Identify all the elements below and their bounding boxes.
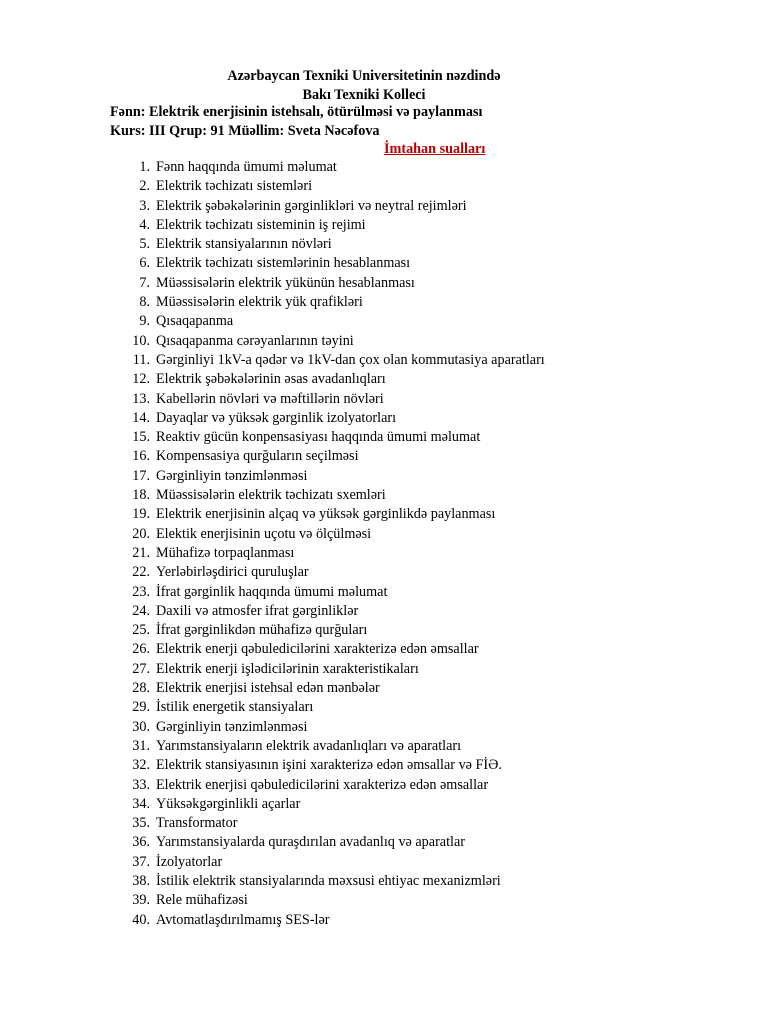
question-text: Transformator: [156, 815, 238, 832]
question-text: Daxili və atmosfer ifrat gərginliklər: [156, 602, 359, 619]
question-text: İzolyatorlar: [156, 853, 223, 870]
question-number: 1.: [139, 159, 150, 175]
question-item: [0, 795, 768, 814]
question-text: İstilik elektrik stansiyalarında məxsusi ehtiyac mexanizmləri: [156, 872, 501, 889]
question-item: [0, 428, 768, 447]
question-number: 18.: [132, 487, 150, 504]
question-text: Elektrik enerji qəbuledicilərini xarakterizə edən əmsallar: [156, 641, 479, 658]
question-text: Yarımstansiyaların elektrik avadanlıqları və aparatları: [156, 737, 462, 754]
question-number: 35.: [132, 815, 150, 832]
question-item: [0, 583, 768, 602]
question-text: Kabellərin növləri və məftillərin növləri: [156, 390, 384, 407]
question-text: Dayaqlar və yüksək gərginlik izolyatorları: [156, 409, 397, 426]
question-number: 34.: [132, 795, 150, 812]
question-number: 6.: [139, 255, 150, 272]
question-item: [0, 351, 768, 370]
question-number: 10.: [132, 332, 150, 349]
question-text: Elektrik enerjisi istehsal edən mənbələr: [156, 680, 380, 697]
question-item: [0, 737, 768, 756]
question-text: Gərginliyi 1kV-a qədər və 1kV-dan çox olan kommutasiya aparatları: [156, 351, 545, 368]
question-text: Qısaqapanma cərəyanlarının təyini: [156, 332, 354, 349]
question-text: Müəssisələrin elektrik yükünün hesablanması: [156, 274, 415, 291]
question-text: Elektrik şəbəkələrinin gərginlikləri və neytral rejimləri: [156, 197, 467, 214]
section-title: İmtahan sualları: [384, 141, 486, 157]
question-item: [0, 390, 768, 409]
question-item: [0, 814, 768, 833]
question-item: [0, 216, 768, 235]
question-item: [0, 447, 768, 466]
question-number: 8.: [139, 294, 150, 311]
question-list: [0, 158, 768, 930]
question-item: [0, 486, 768, 505]
question-number: 38.: [132, 872, 150, 889]
question-number: 25.: [132, 622, 150, 639]
question-text: Elektrik stansiyalarının növləri: [156, 236, 332, 253]
question-item: [0, 891, 768, 910]
question-text: Reaktiv gücün konpensasiyası haqqında ümumi məlumat: [156, 429, 481, 446]
question-item: [0, 235, 768, 254]
question-number: 4.: [139, 216, 150, 233]
question-text: Rele mühafizəsi: [156, 892, 248, 909]
question-text: Elektrik stansiyasının işini xarakterizə edən əmsallar və FİƏ.: [156, 757, 502, 774]
question-text: Elektrik enerjisi qəbuledicilərini xarakterizə edən əmsallar: [156, 776, 489, 793]
question-number: 28.: [132, 680, 150, 697]
question-text: İfrat gərginlik haqqında ümumi məlumat: [156, 583, 388, 600]
question-number: 22.: [132, 564, 150, 581]
question-text: Kompensasiya qurğuların seçilməsi: [156, 448, 359, 465]
question-text: Avtomatlaşdırılmamış SES-lər: [156, 911, 330, 928]
question-text: Yerləbirləşdirici quruluşlar: [156, 564, 309, 581]
question-number: 19.: [132, 506, 150, 523]
question-number: 40.: [132, 911, 150, 928]
question-text: Elektrik enerji işlədicilərinin xarakteristikaları: [156, 660, 419, 677]
question-number: 7.: [139, 274, 150, 291]
question-item: [0, 158, 768, 177]
question-number: 3.: [139, 197, 150, 214]
question-item: [0, 332, 768, 351]
question-number: 23.: [132, 583, 150, 600]
question-number: 16.: [132, 448, 150, 465]
question-item: [0, 370, 768, 389]
institution-line: Azərbaycan Texniki Universitetinin nəzdində: [227, 68, 501, 84]
question-number: 37.: [132, 853, 150, 870]
question-item: [0, 177, 768, 196]
question-item: [0, 505, 768, 524]
question-item: [0, 660, 768, 679]
question-item: [0, 621, 768, 640]
question-text: Elektrik şəbəkələrinin əsas avadanlıqları: [156, 371, 386, 388]
question-item: [0, 409, 768, 428]
question-number: 12.: [132, 371, 150, 388]
question-item: [0, 312, 768, 331]
question-item: [0, 197, 768, 216]
question-number: 31.: [132, 737, 150, 754]
question-item: [0, 756, 768, 775]
question-number: 9.: [139, 313, 150, 330]
question-number: 33.: [132, 776, 150, 793]
question-item: [0, 274, 768, 293]
question-number: 26.: [132, 641, 150, 658]
question-item: [0, 525, 768, 544]
question-number: 17.: [132, 467, 150, 484]
question-text: İfrat gərginlikdən mühafizə qurğuları: [156, 622, 368, 639]
question-text: Müəssisələrin elektrik yük qrafikləri: [156, 294, 363, 311]
question-item: [0, 698, 768, 717]
question-number: 14.: [132, 409, 150, 426]
question-text: Elektrik təchizatı sistemləri: [156, 178, 313, 195]
college-name: Bakı Texniki Kolleci: [302, 87, 426, 103]
subject-line: Fənn: Elektrik enerjisinin istehsalı, ötürülməsi və paylanması: [110, 104, 483, 120]
question-item: [0, 679, 768, 698]
question-number: 30.: [132, 718, 150, 735]
question-text: Fənn haqqında ümumi məlumat: [156, 159, 337, 175]
question-number: 36.: [132, 834, 150, 851]
question-item: [0, 911, 768, 930]
question-text: Gərginliyin tənzimlənməsi: [156, 718, 308, 735]
question-number: 2.: [139, 178, 150, 195]
question-text: Elektik enerjisinin uçotu və ölçülməsi: [156, 525, 372, 542]
question-text: Yüksəkgərginlikli açarlar: [156, 795, 301, 812]
question-number: 15.: [132, 429, 150, 446]
question-item: [0, 602, 768, 621]
question-number: 32.: [132, 757, 150, 774]
question-item: [0, 544, 768, 563]
question-item: [0, 872, 768, 891]
question-number: 21.: [132, 544, 150, 561]
question-text: Mühafizə torpaqlanması: [156, 544, 295, 561]
question-text: Müəssisələrin elektrik təchizatı sxemləri: [156, 487, 386, 504]
question-number: 5.: [139, 236, 150, 253]
question-number: 39.: [132, 892, 150, 909]
question-number: 27.: [132, 660, 150, 677]
question-number: 24.: [132, 602, 150, 619]
question-number: 13.: [132, 390, 150, 407]
question-item: [0, 853, 768, 872]
question-number: 29.: [132, 699, 150, 716]
question-text: Yarımstansiyalarda quraşdırılan avadanlıq və aparatlar: [156, 834, 465, 851]
question-text: Gərginliyin tənzimlənməsi: [156, 467, 308, 484]
question-text: Elektrik təchizatı sistemlərinin hesablanması: [156, 255, 411, 272]
question-item: [0, 640, 768, 659]
question-item: [0, 776, 768, 795]
question-text: Qısaqapanma: [156, 313, 234, 330]
question-text: Elektrik enerjisinin alçaq və yüksək gərginlikdə paylanması: [156, 506, 496, 523]
question-item: [0, 254, 768, 273]
question-number: 11.: [132, 351, 150, 368]
question-text: İstilik energetik stansiyaları: [156, 699, 314, 716]
question-item: [0, 293, 768, 312]
question-item: [0, 563, 768, 582]
question-number: 20.: [132, 525, 150, 542]
question-item: [0, 833, 768, 852]
course-info-line: Kurs: III Qrup: 91 Müəllim: Sveta Nəcəfova: [110, 123, 380, 139]
question-text: Elektrik təchizatı sisteminin iş rejimi: [156, 216, 366, 233]
question-item: [0, 467, 768, 486]
question-item: [0, 718, 768, 737]
